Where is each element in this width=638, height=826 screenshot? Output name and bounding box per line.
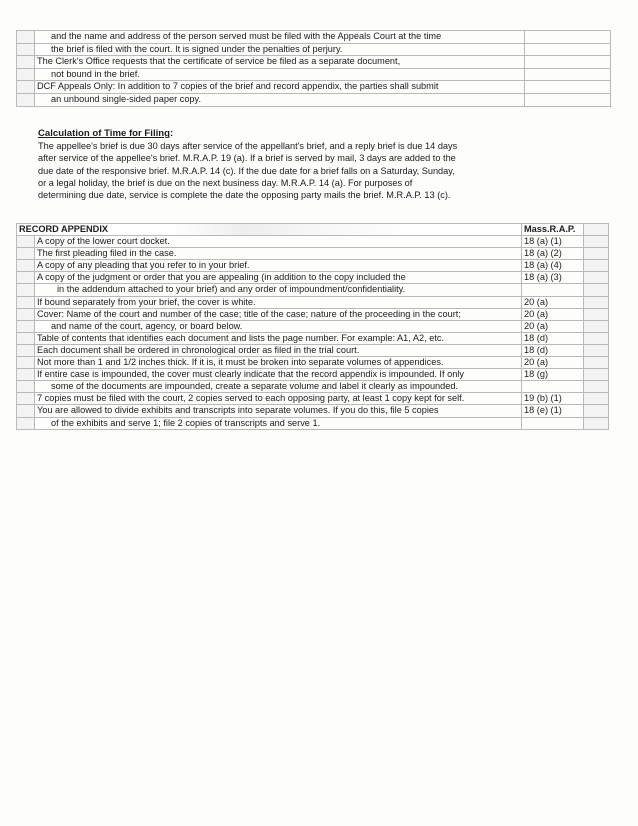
left-gutter-cell	[17, 357, 35, 369]
rule-citation: 20 (a)	[522, 357, 584, 369]
table-row	[17, 320, 609, 332]
left-gutter-cell	[17, 308, 35, 320]
calculation-line: determining due date, service is complete the date the opposing party mails the brief. M.R.A.P. 13 (c).	[38, 190, 451, 201]
requirement-text: 7 copies must be filed with the court, 2 copies served to each opposing party, at least 1 copy kept for self.	[37, 393, 465, 404]
right-gutter-cell	[584, 272, 609, 284]
requirement-cell	[35, 272, 522, 284]
requirement-cell	[35, 405, 522, 417]
table-row	[17, 272, 609, 284]
right-gutter-cell	[584, 248, 609, 260]
right-gutter-cell	[584, 260, 609, 272]
left-gutter-cell	[17, 405, 35, 417]
requirement-text: the brief is filed with the court. It is signed under the penalties of perjury.	[51, 43, 343, 54]
top-requirements-body	[17, 31, 611, 107]
left-gutter-cell	[17, 260, 35, 272]
table-row	[17, 31, 611, 44]
rule-citation: 18 (d)	[522, 332, 584, 344]
table-row	[17, 68, 611, 81]
requirement-cell	[35, 93, 525, 106]
requirement-cell	[35, 31, 525, 44]
requirement-cell	[35, 344, 522, 356]
requirement-cell	[35, 260, 522, 272]
left-gutter-cell	[17, 417, 35, 429]
table-row	[17, 248, 609, 260]
table-row	[17, 332, 609, 344]
requirement-cell	[35, 284, 522, 296]
requirement-cell	[35, 393, 522, 405]
right-gutter-cell	[584, 417, 609, 429]
empty-cell	[525, 93, 611, 106]
table-row	[17, 405, 609, 417]
requirement-text: Not more than 1 and 1/2 inches thick. If it is, it must be broken into separate volumes of appendices.	[37, 357, 444, 368]
calculation-line: due date of the responsive brief. M.R.A.P. 14 (c). If the due date for a brief falls on a Saturday, Sunday,	[38, 165, 455, 176]
rule-citation: 18 (d)	[522, 344, 584, 356]
table-row	[17, 56, 611, 69]
left-gutter-cell	[17, 31, 35, 44]
table-row	[17, 284, 609, 296]
rule-citation	[522, 417, 584, 429]
requirement-cell	[35, 332, 522, 344]
requirement-cell	[35, 417, 522, 429]
rule-citation: 19 (b) (1)	[522, 393, 584, 405]
requirement-text: Each document shall be ordered in chronological order as filed in the trial court.	[37, 344, 360, 355]
table-row	[17, 357, 609, 369]
table-row	[17, 296, 609, 308]
requirement-text: The first pleading filed in the case.	[37, 248, 177, 259]
left-gutter-cell	[17, 320, 35, 332]
left-gutter-cell	[17, 81, 35, 94]
left-gutter-cell	[17, 93, 35, 106]
right-gutter-cell	[584, 296, 609, 308]
table-row	[17, 344, 609, 356]
right-gutter-cell	[584, 381, 609, 393]
left-gutter-cell	[17, 381, 35, 393]
requirement-cell	[35, 369, 522, 381]
requirement-text: DCF Appeals Only: In addition to 7 copies of the brief and record appendix, the parties shall submit	[37, 81, 439, 92]
requirement-text: A copy of the lower court docket.	[37, 236, 170, 247]
requirement-text: Table of contents that identifies each document and lists the page number. For example: A1, A2, etc.	[37, 332, 445, 343]
requirement-text: If bound separately from your brief, the cover is white.	[37, 296, 256, 307]
rule-citation: 20 (a)	[522, 308, 584, 320]
table-row	[17, 308, 609, 320]
requirement-text: A copy of the judgment or order that you are appealing (in addition to the copy included the	[37, 272, 406, 283]
rule-citation: 20 (a)	[522, 320, 584, 332]
calculation-heading	[38, 128, 518, 140]
requirement-text: and name of the court, agency, or board below.	[51, 320, 243, 331]
left-gutter-cell	[17, 68, 35, 81]
calculation-line: The appellee's brief is due 30 days after service of the appellant's brief, and a reply brief is due 14 days	[38, 141, 458, 151]
record-appendix-title: RECORD APPENDIX	[17, 224, 522, 236]
table-row	[17, 260, 609, 272]
table-row	[17, 81, 611, 94]
left-gutter-cell	[17, 248, 35, 260]
rule-citation: 18 (g)	[522, 369, 584, 381]
calculation-line: or a legal holiday, the brief is due on the next business day. M.R.A.P. 14 (a). For purposes of	[38, 177, 413, 188]
requirement-cell	[35, 236, 522, 248]
table-row	[17, 43, 611, 56]
requirement-cell	[35, 320, 522, 332]
requirement-cell	[35, 56, 525, 69]
rule-citation: 18 (e) (1)	[522, 405, 584, 417]
calculation-heading-colon: :	[170, 128, 174, 139]
right-gutter-cell	[584, 332, 609, 344]
calculation-heading-text: Calculation of Time for Filing	[38, 128, 171, 139]
table-row	[17, 417, 609, 429]
top-requirements-table	[16, 30, 611, 107]
requirement-cell	[35, 81, 525, 94]
left-gutter-cell	[17, 296, 35, 308]
requirement-text: some of the documents are impounded, create a separate volume and label it clearly as impounded.	[51, 381, 459, 392]
left-gutter-cell	[17, 56, 35, 69]
requirement-cell	[35, 381, 522, 393]
rule-citation: 18 (a) (4)	[522, 260, 584, 272]
left-gutter-cell	[17, 272, 35, 284]
table-row	[17, 393, 609, 405]
right-gutter-cell	[584, 236, 609, 248]
right-gutter-cell	[584, 357, 609, 369]
requirement-cell	[35, 357, 522, 369]
requirement-text: A copy of any pleading that you refer to in your brief.	[37, 260, 250, 271]
rule-citation: 18 (a) (3)	[522, 272, 584, 284]
requirement-text: of the exhibits and serve 1; file 2 copies of transcripts and serve 1.	[51, 417, 321, 428]
requirement-cell	[35, 68, 525, 81]
rule-citation	[522, 284, 584, 296]
requirement-cell	[35, 296, 522, 308]
requirement-text: in the addendum attached to your brief) and any order of impoundment/confidentiality.	[57, 284, 406, 295]
empty-cell	[525, 81, 611, 94]
right-gutter-cell	[584, 308, 609, 320]
requirement-text: You are allowed to divide exhibits and transcripts into separate volumes. If you do this, file 5 copies	[37, 405, 439, 416]
empty-cell	[525, 68, 611, 81]
requirement-text: and the name and address of the person served must be filed with the Appeals Court at the time	[51, 31, 442, 41]
rule-citation	[522, 381, 584, 393]
left-gutter-cell	[17, 369, 35, 381]
left-gutter-cell	[17, 393, 35, 405]
left-gutter-cell	[17, 236, 35, 248]
right-gutter-cell	[584, 405, 609, 417]
record-appendix-body	[17, 236, 609, 430]
rule-citation: 18 (a) (2)	[522, 248, 584, 260]
empty-cell	[525, 43, 611, 56]
right-gutter-cell	[584, 369, 609, 381]
right-gutter-cell	[584, 393, 609, 405]
requirement-cell	[35, 43, 525, 56]
record-appendix-table	[16, 223, 609, 430]
table-row	[17, 236, 609, 248]
requirement-cell	[35, 308, 522, 320]
right-gutter-cell	[584, 224, 609, 236]
left-gutter-cell	[17, 332, 35, 344]
rule-citation: 18 (a) (1)	[522, 236, 584, 248]
table-row	[17, 93, 611, 106]
calculation-section	[38, 128, 518, 201]
right-gutter-cell	[584, 320, 609, 332]
rule-citation: 20 (a)	[522, 296, 584, 308]
empty-cell	[525, 31, 611, 44]
requirement-text: Cover: Name of the court and number of the case; title of the case; nature of the proceeding in the court;	[37, 308, 461, 319]
calculation-line: after service of the appellee's brief. M.R.A.P. 19 (a). If a brief is served by mail, 3 days are added to the	[38, 153, 456, 164]
requirement-text: The Clerk's Office requests that the certificate of service be filed as a separate document,	[37, 56, 401, 67]
requirement-text: not bound in the brief.	[51, 68, 140, 79]
record-appendix-header-row	[17, 224, 609, 236]
calculation-body	[38, 140, 518, 201]
left-gutter-cell	[17, 284, 35, 296]
right-gutter-cell	[584, 344, 609, 356]
right-gutter-cell	[584, 284, 609, 296]
requirement-text: If entire case is impounded, the cover must clearly indicate that the record appendix is impounded. If only	[37, 369, 464, 380]
table-row	[17, 369, 609, 381]
requirement-cell	[35, 248, 522, 260]
requirement-text: an unbound single-sided paper copy.	[51, 93, 202, 104]
left-gutter-cell	[17, 43, 35, 56]
table-row	[17, 381, 609, 393]
cite-column-header: Mass.R.A.P.	[522, 224, 584, 236]
empty-cell	[525, 56, 611, 69]
left-gutter-cell	[17, 344, 35, 356]
